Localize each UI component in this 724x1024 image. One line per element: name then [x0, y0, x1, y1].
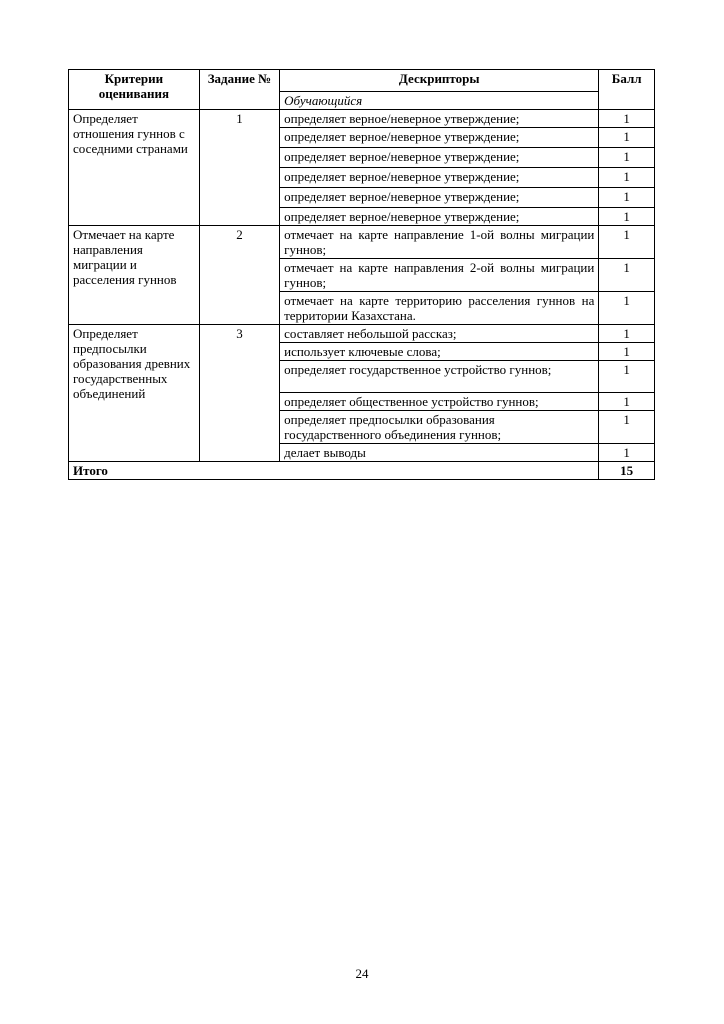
- table-row: [69, 226, 655, 259]
- criterion-cell: Отмечает на карте направления миграции и расселения гуннов: [69, 226, 200, 325]
- score-cell: 1: [599, 110, 655, 128]
- descriptor-cell: определяет предпосылки образования государственного объединения гуннов;: [280, 411, 599, 444]
- header-task: Задание №: [199, 70, 279, 110]
- total-label: Итого: [69, 462, 599, 480]
- table-row: [69, 110, 655, 128]
- descriptor-cell: определяет верное/неверное утверждение;: [280, 168, 599, 188]
- descriptor-cell: отмечает на карте территорию расселения гуннов на территории Казахстана.: [280, 292, 599, 325]
- header-descriptors: Дескрипторы: [280, 70, 599, 92]
- page-number: 24: [355, 966, 369, 981]
- descriptor-cell: использует ключевые слова;: [280, 343, 599, 361]
- assessment-rubric-table: [68, 69, 655, 480]
- descriptor-cell: определяет верное/неверное утверждение;: [280, 208, 599, 226]
- score-cell: 1: [599, 343, 655, 361]
- task-number-cell: 3: [199, 325, 279, 462]
- score-cell: 1: [599, 361, 655, 393]
- score-cell: 1: [599, 411, 655, 444]
- score-cell: 1: [599, 259, 655, 292]
- score-cell: 1: [599, 208, 655, 226]
- descriptor-cell: определяет верное/неверное утверждение;: [280, 128, 599, 148]
- descriptor-cell: определяет государственное устройство гуннов;: [280, 361, 599, 393]
- score-cell: 1: [599, 444, 655, 462]
- descriptor-cell: определяет верное/неверное утверждение;: [280, 110, 599, 128]
- descriptor-cell: определяет общественное устройство гуннов;: [280, 393, 599, 411]
- table-row: [69, 325, 655, 343]
- header-row: [69, 70, 655, 92]
- score-cell: 1: [599, 226, 655, 259]
- descriptor-cell: составляет небольшой рассказ;: [280, 325, 599, 343]
- score-cell: 1: [599, 393, 655, 411]
- score-cell: 1: [599, 188, 655, 208]
- task-number-cell: 2: [199, 226, 279, 325]
- score-cell: 1: [599, 148, 655, 168]
- criterion-cell: Определяет предпосылки образования древних государственных объединений: [69, 325, 200, 462]
- score-cell: 1: [599, 128, 655, 148]
- descriptor-cell: определяет верное/неверное утверждение;: [280, 188, 599, 208]
- descriptor-cell: делает выводы: [280, 444, 599, 462]
- task-number-cell: 1: [199, 110, 279, 226]
- subheader-learner: Обучающийся: [280, 92, 599, 110]
- header-score: Балл: [599, 70, 655, 110]
- total-value: 15: [599, 462, 655, 480]
- total-row: [69, 462, 655, 480]
- score-cell: 1: [599, 325, 655, 343]
- descriptor-cell: отмечает на карте направление 1-ой волны миграции гуннов;: [280, 226, 599, 259]
- score-cell: 1: [599, 168, 655, 188]
- criterion-cell: Определяет отношения гуннов с соседними странами: [69, 110, 200, 226]
- descriptor-cell: определяет верное/неверное утверждение;: [280, 148, 599, 168]
- score-cell: 1: [599, 292, 655, 325]
- descriptor-cell: отмечает на карте направления 2-ой волны миграции гуннов;: [280, 259, 599, 292]
- header-criteria: Критерии оценивания: [69, 70, 200, 110]
